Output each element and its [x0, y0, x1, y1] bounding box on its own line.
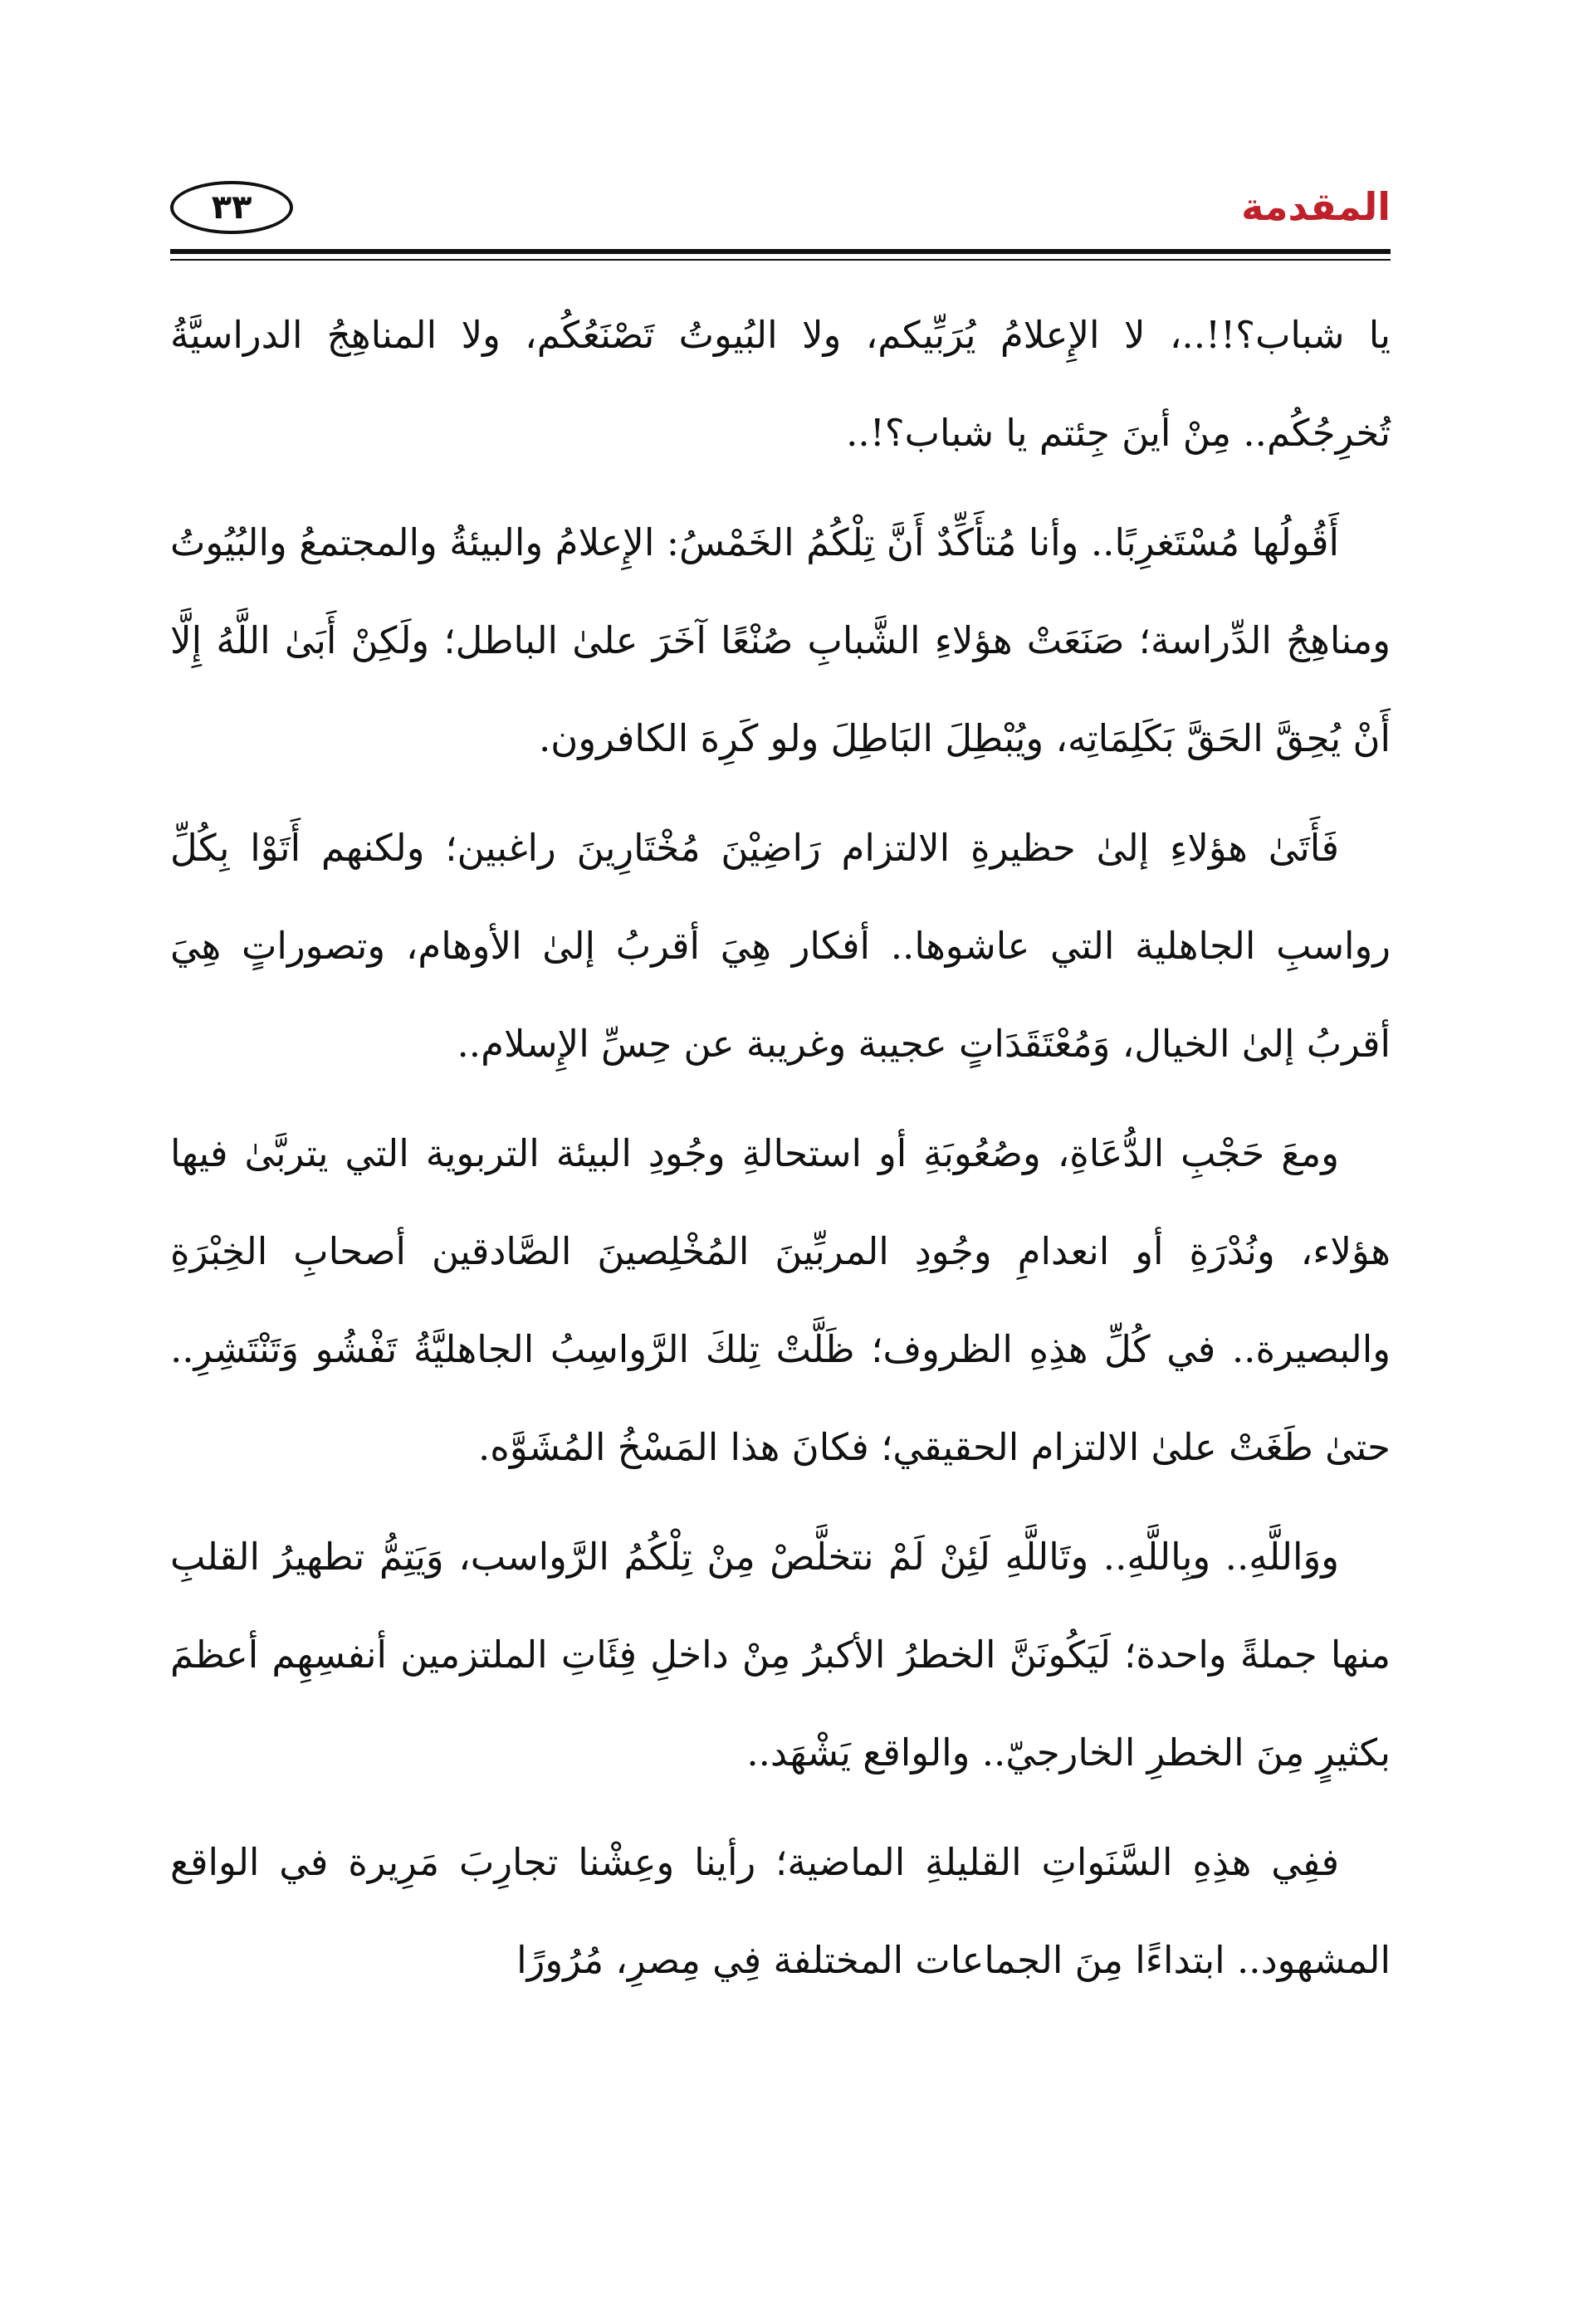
paragraph: ووَاللَّهِ.. وبِاللَّهِ.. وتَاللَّهِ لَئِنْ لَمْ نتخلَّصْ مِنْ تِلْكُمُ الرَّواسب، وَيَتِمُّ تطهيرُ القلبِ منها جملةً واحدة؛ لَيَكُونَنَّ الخطرُ الأكبرُ مِنْ داخلِ فِئَاتِ الملتزمين أنفسِهِم أعظمَ بكثيرٍ مِنَ الخطرِ الخارجيّ.. والواقع يَشْهَد.. — [170, 1535, 1391, 1775]
header-rule-thin — [170, 259, 1391, 261]
paragraph: أَقُولُها مُسْتَغرِبًا.. وأنا مُتأَكِّدٌ أَنَّ تِلْكُمُ الخَمْسُ: الإِعلامُ والبيئةُ والمجتمعُ والبُيُوتُ ومناهِجُ الدِّراسة؛ صَنَعَتْ هؤلاءِ الشَّبابِ صُنْعًا آخَرَ علىٰ الباطل؛ ولَكِنْ أَبَىٰ اللَّهُ إِلَّا أَنْ يُحِقَّ الحَقَّ بَكَلِمَاتِه، ويُبْطِلَ البَاطِلَ ولو كَرِهَ الكافرون. — [170, 520, 1391, 760]
paragraph: ومعَ حَجْبِ الدُّعَاةِ، وصُعُوبَةِ أو استحالةِ وجُودِ البيئة التربوية التي يتربَّىٰ فيها هؤلاء، ونُدْرَةِ أو انعدامِ وجُودِ المربِّينَ المُخْلِصينَ الصَّادقين أصحابِ الخِبْرَةِ والبصيرة.. في كُلِّ هذِهِ الظروف؛ ظَلَّتْ تِلكَ الرَّواسِبُ الجاهليَّةُ تَفْشُو وَتَنْتَشِرِ.. حتىٰ طَغَتْ علىٰ الالتزام الحقيقي؛ فكانَ هذا المَسْخُ المُشَوَّه. — [170, 1131, 1391, 1469]
paragraph: ففِي هذِهِ السَّنَواتِ القليلةِ الماضية؛ رأينا وعِشْنا تجارِبَ مَرِيرة في الواقع المشهود.. ابتداءًا مِنَ الجماعات المختلفة فِي مِصرِ، مُرُورًا — [170, 1840, 1391, 1982]
paragraph: يا شباب؟!!..، لا الإِعلامُ يُرَبِّيكم، ولا البُيوتُ تَصْنَعُكُم، ولا المناهِجُ الدراسيَّةُ تُخرِجُكُم.. مِنْ أينَ جِئتم يا شباب؟!.. — [170, 313, 1391, 455]
section-title: المقدمة — [1241, 184, 1391, 229]
body-text — [170, 286, 1391, 2021]
page-header — [170, 166, 1391, 257]
page-number-badge — [170, 181, 293, 234]
header-rule-thick — [170, 249, 1391, 254]
paragraph: فَأَتَىٰ هؤلاءِ إلىٰ حظيرةِ الالتزام رَاضِيْنَ مُخْتَارِينَ راغبين؛ ولكنهم أَتَوْا بِكُلِّ رواسبِ الجاهلية التي عاشوها.. أفكار هِيَ أقربُ إلىٰ الأوهام، وتصوراتٍ هِيَ أقربُ إلىٰ الخيال، وَمُعْتَقَدَاتٍ عجيبة وغريبة عن حِسِّ الإِسلام.. — [170, 826, 1391, 1066]
page-number: ٣٣ — [211, 188, 252, 227]
